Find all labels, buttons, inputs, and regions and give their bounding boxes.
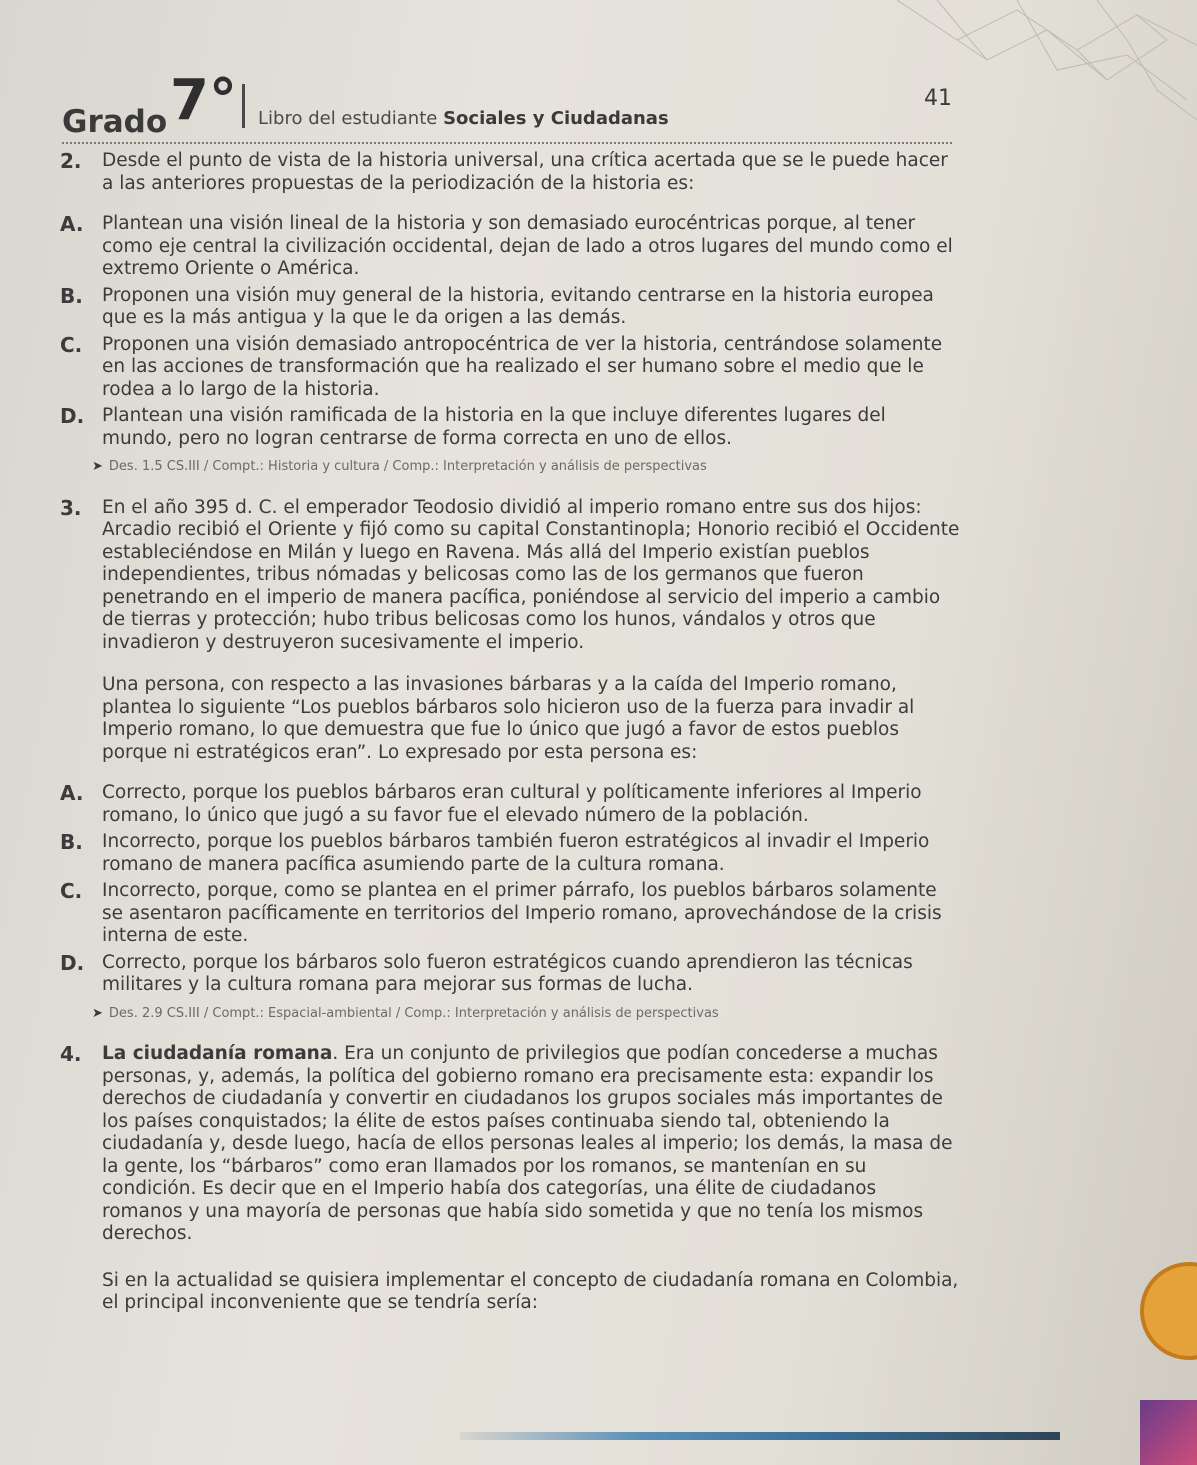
book-title [258, 108, 669, 129]
question-stem-wrapper [102, 1043, 960, 1246]
side-badge-decoration [1140, 1262, 1197, 1360]
option-d[interactable] [60, 405, 960, 450]
option-b[interactable] [60, 285, 960, 330]
header-divider [242, 84, 245, 128]
option-b[interactable] [60, 831, 960, 876]
question-title: La ciudadanía romana [102, 1043, 333, 1064]
book-subject: Sociales y Ciudadanas [443, 108, 669, 129]
option-text: Correcto, porque los bárbaros solo fueron estratégicos cuando aprendieron las técnicas militares y la cultura romana para mejorar sus formas de lucha. [102, 951, 913, 995]
competency-note [92, 1003, 960, 1026]
question-paragraph: Una persona, con respecto a las invasiones bárbaras y a la caída del Imperio romano, plantea lo siguiente “Los pueblos bárbaros solo hicieron uso de la fuerza para invadir al Imperio romano, lo que demuestra que fue lo único que jugó a favor de estos pueblos porque ni estratégicos eran”. Lo expresado por esta persona es: [102, 674, 915, 763]
page-header [62, 68, 952, 138]
option-letter: B. [60, 830, 83, 854]
option-text: Proponen una visión muy general de la historia, evitando centrarse en la historia europea que es la más antigua y la que le da origen a las demás. [102, 284, 934, 328]
grade-number: 7° [170, 68, 237, 133]
question-number: 3. [60, 495, 82, 520]
arrow-icon: ➤ [92, 1005, 103, 1021]
corner-decoration [1140, 1400, 1197, 1465]
question-stem: En el año 395 d. C. el emperador Teodosio dividió al imperio romano entre sus dos hijos: Arcadio recibió el Oriente y fijó como su capital Constantinopla; Honorio recibió el Occidente estableciéndose en Milán y luego en Ravena. Más allá del Imperio existían pueblos independientes, tribus nómadas y belicosas como las de los germanos que fueron penetrando en el imperio de manera pacífica, poniéndose al servicio del imperio a cambio de tierras y protección; hubo tribus belicosas como los hunos, vándalos y otros que invadieron y destruyeron sucesivamente el imperio. [102, 496, 960, 653]
option-letter: C. [60, 332, 83, 357]
question-number: 2. [60, 149, 82, 173]
option-d[interactable] [60, 952, 960, 997]
option-c[interactable] [60, 334, 960, 402]
option-letter: A. [60, 781, 84, 805]
option-c[interactable] [60, 880, 960, 948]
competency-text: Des. 1.5 CS.III / Compt.: Historia y cultura / Comp.: Interpretación y análisis de perspectivas [108, 459, 707, 474]
question-stem: Desde el punto de vista de la historia universal, una crítica acertada que se le puede hacer a las anteriores propuestas de la periodización de la historia es: [102, 150, 948, 194]
grade-label: Grado [62, 104, 168, 140]
question-3 [60, 497, 960, 655]
option-text: Incorrecto, porque los pueblos bárbaros también fueron estratégicos al invadir el Imperio romano de manera pacífica asumiendo parte de la cultura romana. [102, 831, 930, 875]
question-stem: . Era un conjunto de privilegios que podían concederse a muchas personas, y, además, la política del gobierno romano era precisamente esta: expandir los derechos de ciudadanía y convertir en ciudadanos los grupos sociales más importantes de los países conquistados; la élite de estos países continuaba siendo tal, obteniendo la ciudadanía y, desde luego, hacía de ellos personas leales al imperio; los demás, la masa de la gente, los “bárbaros” como eran llamados por los romanos, se mantenían en su condición. Es decir que en el Imperio había dos categorías, una élite de ciudadanos romanos y una mayoría de personas que había sido sometida y que no tenía los mismos derechos. [102, 1043, 953, 1244]
option-letter: D. [60, 404, 85, 428]
footer-bar [460, 1432, 1060, 1440]
option-a[interactable] [60, 782, 960, 827]
competency-text: Des. 2.9 CS.III / Compt.: Espacial-ambiental / Comp.: Interpretación y análisis de perspectivas [108, 1005, 719, 1021]
header-rule [62, 142, 952, 144]
question-4 [60, 1043, 960, 1246]
competency-note [92, 456, 960, 479]
page-number: 41 [924, 86, 952, 111]
option-text: Incorrecto, porque, como se plantea en el primer párrafo, los pueblos bárbaros solamente se asentaron pacíficamente en territorios del Imperio romano, aprovechándose de la crisis interna de este. [102, 880, 942, 946]
option-text: Correcto, porque los pueblos bárbaros eran cultural y políticamente inferiores al Imperio romano, lo único que jugó a su favor fue el elevado número de la población. [102, 782, 922, 826]
book-title-prefix: Libro del estudiante [258, 108, 444, 129]
option-letter: A. [60, 212, 84, 236]
option-letter: B. [60, 283, 83, 308]
option-letter: C. [60, 879, 83, 903]
option-a[interactable] [60, 213, 960, 281]
question-2 [60, 150, 960, 195]
option-text: Plantean una visión lineal de la historia y son demasiado eurocéntricas porque, al tener como eje central la civilización occidental, dejan de lado a otros lugares del mundo como el extremo Oriente o América. [102, 213, 953, 279]
question-number: 4. [60, 1042, 82, 1066]
option-text: Proponen una visión demasiado antropocéntrica de ver la historia, centrándose solamente en las acciones de transformación que ha realizado el ser humano sobre el medio que le rodea a lo largo de la historia. [102, 333, 943, 400]
page-content [60, 150, 960, 1315]
question-paragraph: Si en la actualidad se quisiera implementar el concepto de ciudadanía romana en Colombia, el principal inconveniente que se tendría sería: [102, 1269, 959, 1313]
arrow-icon: ➤ [92, 459, 103, 474]
option-text: Plantean una visión ramificada de la historia en la que incluye diferentes lugares del mundo, pero no logran centrarse de forma correcta en uno de ellos. [102, 405, 886, 449]
option-letter: D. [60, 950, 85, 975]
